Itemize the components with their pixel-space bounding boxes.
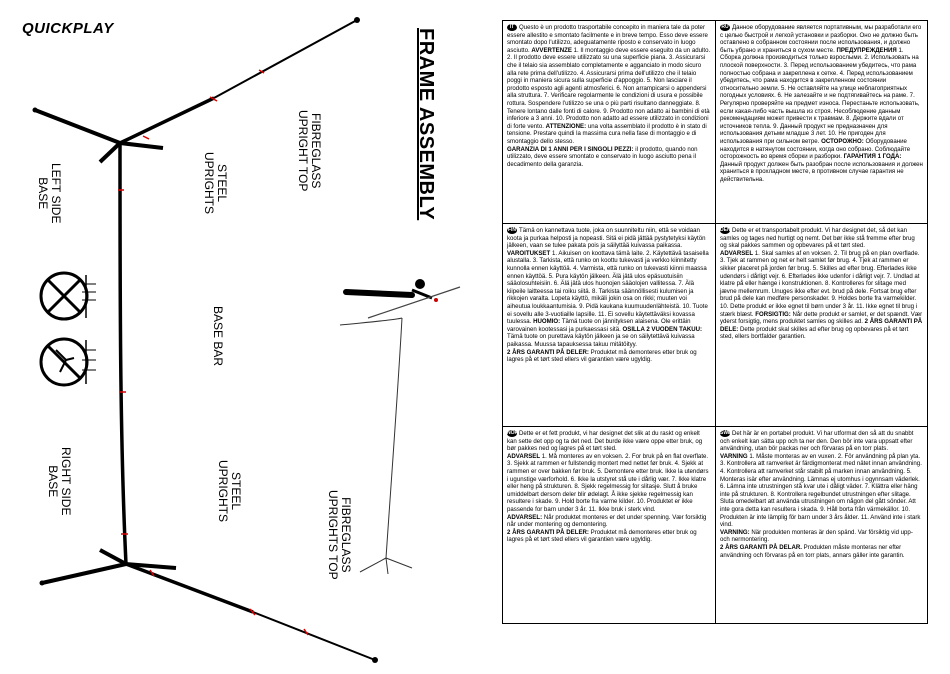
label-left-side-base: LEFT SIDE BASE — [36, 163, 63, 224]
label-fibreglass-upright-top-2: FIBREGLASS UPRIGHTS TOP — [326, 490, 353, 580]
label-steel-uprights-2: STEEL UPRIGHTS — [216, 460, 243, 523]
no-climb-icon-1 — [41, 273, 96, 319]
label-right-side-base: RIGHT SIDE BASE — [46, 447, 73, 516]
right-base-arm-a — [42, 564, 126, 583]
fibreglass-upright-top-2 — [253, 612, 375, 660]
no-climb-icon-2 — [41, 339, 96, 385]
label-steel-uprights-1: STEEL UPRIGHTS — [202, 152, 229, 215]
frame-assembly-title: FRAME ASSEMBLY — [415, 28, 437, 221]
steel-upright-bottom — [126, 564, 253, 612]
brand-logo: QUICKPLAY — [22, 20, 114, 37]
player-illustration — [346, 279, 460, 318]
label-base-bar: BASE BAR — [211, 306, 225, 367]
label-fibreglass-upright-top-1: FIBREGLASS UPRIGHT TOP — [296, 110, 323, 192]
section-ru: RU Данное оборудование является портативным, мы разработали его с целью быстрой и легкой установки и разборки. Оно не должно быть оставлено в собранном состоянии после использования, и должно быть убрано и храниться в сухом месте. ПРЕДУПРЕЖДЕНИЯ 1. Сборка должна производиться только взрослыми. 2. Использовать на плоской поверхности. 3. Перед использованием убедитесь, что рама полностью собрана и закреплена к сетке. 4. Перед использованием убедитесь, что рама находится в закрепленном состоянии относительно земли. 5. Не оставляйте на улице неблагоприятных погодных условиях. 6. Не залезайте и не подтягивайтесь на раме. 7. Регулярно проверяйте на предмет износа. Перестаньте использовать, если какая-либо часть вышла из строя. Несоблюдение данным рекомендациям может привести к травмам. 8. Держите вдали от источников тепла. 9. Данный продукт не предназначен для использования детьми младше 3 лет. 10. Не пригоден для использования при сильном ветре. ОСТОРОЖНО: Оборудование находится в натянутом состоянии, когда оно собрано. Соблюдайте осторожность во время сборки и разборки. ГАРАНТИЯ 1 ГОДА: Данный продукт должен быть разобран после использования и должен храниться в прохладном месте, в противном случае гарантия не действительна. — [720, 24, 923, 183]
left-base-arm-a — [35, 110, 120, 143]
left-base-arm-b — [100, 143, 120, 162]
instructions-grid — [502, 20, 928, 624]
section-it: IT Questo è un prodotto trasportabile concepito in maniera tale da poter essere allestito e smontato facilmente e in breve tempo. Esso deve essere smontato dopo l'utilizzo, adeguatamente riposto e conservato in luogo asciutto. AVVERTENZE 1. Il montaggio deve essere eseguito da un adulto. 2. Il prodotto deve essere utilizzato su una superficie piana. 3. Assicurarsi che il telaio sia assemblato completamente e agganciato in modo sicuro alla rete prima dell'utilizzo. 4. Assicurarsi prima dell'utilizzo che il telaio poggi in maniera sicura sulla superficie d'appoggio. 5. Non lasciare il prodotto esposto agli agenti atmosferici. 6. Non arrampicarsi o appendersi alla struttura. 7. Verificare regolarmente le condizioni di usura e possibile rottura. Sospendere l'utilizzo se una o più parti risultano danneggiate. 8. Tenere lontano dalle fonti di calore. 9. Prodotto non adatto ai bambini di età inferiore a 3 anni. 10. Prodotto non adatto ad essere utilizzato in condizioni di forte vento. ATTENZIONE: una volta assemblato il prodotto è in stato di tensione. Prestare quindi la massima cura nella fase di montaggio e di smontaggio dello stesso. GARANZIA DI 1 ANNI PER I SINGOLI PEZZI: il prodotto, quando non utilizzato, deve essere smontato e conservato in luogo asciutto pena il decadimento della garanzia. — [507, 24, 711, 168]
fibreglass-upright-top-1 — [214, 20, 357, 98]
section-den: DENDette er et transportabelt produkt. Vi har designet det, så det kan samles og tages ned hurtigt og nemt. Det bør ikke stå fremme efter brug og skal pakkes sammen og opbevares på et tørt sted. ADVARSEL 1. Skal samles af en voksen. 2. Til brug på en plan overflade. 3. Tjek at rammen og net er helt samlet før brug. 4. Tjek at rammen er sikker placeret på jorden før brug. 5. Skilles ad efter brug. Efterlades ikke udendørs i dårligt vejr. 6. Efterlades ikke udenfor i dårligt vejr. 7. Undlad at klatre på eller hænge i konstruktionen. 8. Kontrolleres for slitage med jævne mellemrum. Unuges ikke efter evt. brud på dele. Fortsat brug efter brud på dele kan medføre personskader. 9. Holdes borte fra varmekilder. 10. Dette produkt er ikke egnet til børn under 3 år. 11. Ikke egnet til brug i stærk blæst. FORSIGTIG: Når dette produkt er samlet, er det spændt. Vær yderst forsigtig, mens produktet samles og skilles ad. 2 ÅRS GARANTI PÅ DELE: Dette produkt skal skilles ad efter brug og opbevares på et tørt sted, ellers bortfalder garantien. — [720, 227, 923, 341]
base-bar — [120, 143, 126, 564]
section-swe: SWEDet här är en portabel produkt. Vi har utformat den så att du snabbt och enkelt kan sätta upp och ta ner den. Den bör inte vara uppsatt efter användning, utan bör packas ner och förvaras på en torr plats. VARNING 1. Måste monteras av en vuxen. 2. För användning på plan yta. 3. Kontrollera att ramverket är färdigmonterat med nätet innan användning. 4. Kontrollera att ramverket står stabilt på marken innan användning. 5. Monteras isär efter användning. Lämnas ej utomhus i ogynnsam väderlek. 6. Lämna inte utrustningen stå kvar ute i dåligt väder. 7. Klättra eller häng inte på strukturen. 8. Kontrollera regelbundet utrustningen efter slitage. Sluta omedelbart att använda utrustningen om någon del gått sönder. Att inte gora detta kan resultera i skada. 9. Håll borta från värmekällor. 10. Produkten är inte lämplig för barn under 3 års ålder. 11. Använd inte i stark vind. VARNING: När produkten monteras är den spänd. Var försiktig vid upp- och nermontering. 2 ÅRS GARANTI PÅ DELAR. Produkten måste monteras ner efter användning och förvaras på en torr plats, annars gäller inte garantin. — [720, 430, 922, 559]
left-base-arm-c — [120, 143, 163, 148]
right-base-arm-b — [100, 550, 126, 564]
section-nor: NORDette er et fett produkt, vi har designet det slik at du raskt og enkelt kan sette det opp og ta det ned. Det burde ikke være oppe etter bruk, og bør pakkes ned og lagres på et tørt sted. ADVARSEL 1. Må monteres av en voksen. 2. For bruk på en flat overflate. 3. Sjekk at rammen er fullstendig montert med nettet før bruk. 4. Sjekk at rammen er over bakken før bruk. 5. Demontere etter bruk. Ikke la utendørs i ugunstige værforhold. 6. Ikke la utstyret stå ute i dårlig vær. 7. Ikke klatre eller heng på strukturen. 8. Sjekk regelmessig for slitasje. Slutt å bruke umiddelbart dersom deler blir ødelagt. Å ikke sjekke regelmessig kan resultere i skade. 9. Hold borte fra varme kilder. 10. Produktet er ikke passende for barn under 3 år. 11. Ikke bruk i sterk vind. ADVARSEL: Når produktet monteres er det under spenning. Vær forsiktig når under montering og demontering. 2 ÅRS GARANTI PÅ DELER: Produktet må demonteres etter bruk og lagres på et tørt sted ellers vil garantien være ugyldig. — [507, 430, 709, 544]
steel-upright-top — [120, 98, 214, 143]
section-fin: FIN Tämä on kannettava tuote, joka on suunniteltu niin, että se voidaan koota ja purkaa helposti ja nopeasti. Sitä ei pidä jättää pystytetyksi käytön jälkeen, vaan se tulee pakata pois ja säilyttää kuivassa paikassa. VAROITUKSET 1. Aikuisen on koottava tämä laite. 2. Käytettävä tasaisella alustalla. 3. Tarkista, että runko on koottu tukevasti ja verkko kiinnitetty kunnolla ennen käyttöä. 4. Varmista, että runko on tukevasti kiinni maassa ennen käyttöä. 5. Pura käytön jälkeen. Älä jätä ulos epäsuotuisiin sääolosuhteisiin. 6. Älä jätä ulos huonojen sääolojen vallitessa. 7. Älä kiipeile laitteessa tai roiku siitä. 8. Tarkista säännöllisesti kulumisen ja rikkojen varalta. Lopeta käyttö, mikäli jokin osa on rikki; muuten voi aiheutua loukkaantumisia. 9. Pidä kaukana kuumuudenlähteistä. 10. Tuote ei sovellu alle 3-vuotiaille lapsille. 11. Ei sovellu käytettäväksi kovassa tuulessa. HUOMIO: Tämä tuote on jännityksen alaisena. Ole erittäin varovainen kootessasi ja purkaessasi sitä. OSILLA 2 VUODEN TAKUU: Tämä tuote on purettava käytön jälkeen ja se on säilytettävä kuivassa paikassa. Muussa tapauksessa takuu mitätöityy. 2 ÅRS GARANTI PÅ DELER: Produktet må demonteres etter bruk og lagres på et tørt sted ellers vil garantien være ugyldig. — [507, 227, 709, 364]
